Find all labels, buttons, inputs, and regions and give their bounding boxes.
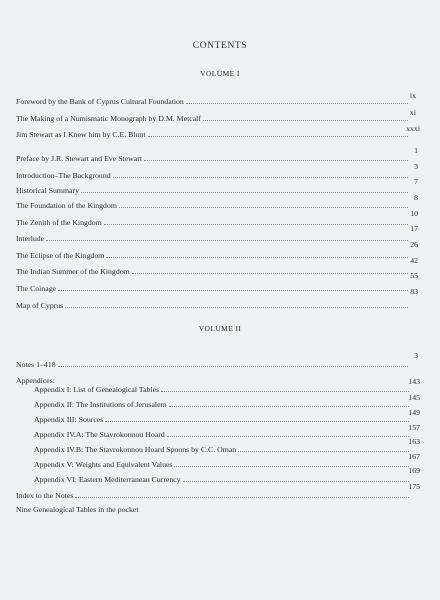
toc-entry-label: Appendix III: Sources bbox=[34, 415, 104, 424]
toc-entry bbox=[34, 474, 411, 484]
leader-dots bbox=[161, 391, 409, 392]
leader-dots bbox=[113, 177, 408, 178]
volume-1-heading: VOLUME I bbox=[200, 69, 240, 78]
toc-entry bbox=[16, 113, 410, 123]
leader-dots bbox=[167, 436, 409, 437]
toc-entry-label: Introduction–The Background bbox=[16, 171, 111, 180]
toc-page-number: 163 bbox=[408, 437, 420, 446]
toc-page-number: 10 bbox=[410, 209, 418, 218]
toc-entry-label: Appendix IV.B: The Stavrokonnou Hoard Spoons by C.C. Oman bbox=[34, 445, 237, 454]
toc-entry-label: Map of Cyprus bbox=[16, 301, 64, 310]
leader-dots bbox=[148, 136, 408, 137]
toc-entry-label: Jim Stewart as I Knew him by C.E. Blunt bbox=[16, 130, 146, 139]
toc-entry bbox=[34, 414, 411, 424]
leader-dots bbox=[75, 497, 409, 498]
page-title: CONTENTS bbox=[192, 41, 248, 51]
toc-entry bbox=[34, 384, 411, 394]
leader-dots bbox=[186, 103, 408, 104]
toc-page-number: 169 bbox=[408, 466, 420, 475]
toc-page-number: 7 bbox=[414, 177, 418, 186]
toc-page-number: xi bbox=[409, 108, 416, 117]
toc-entry bbox=[16, 96, 410, 106]
toc-entry-label: Preface by J.R. Stewart and Eve Stewart bbox=[16, 154, 143, 163]
leader-dots bbox=[81, 192, 408, 193]
toc-page-number: 1 bbox=[414, 146, 418, 155]
toc-entry bbox=[34, 399, 411, 409]
toc-page-number: ix bbox=[409, 91, 416, 100]
toc-page-number: 167 bbox=[408, 452, 420, 461]
toc-entry-label: Appendix IV.A: The Stavrokonnou Hoard bbox=[34, 430, 165, 439]
toc-page-number: 175 bbox=[408, 482, 420, 491]
toc-entry-label: The Foundation of the Kingdom bbox=[16, 201, 117, 210]
leader-dots bbox=[144, 160, 408, 161]
toc-entry-label: Appendix V: Weights and Equivalent Values bbox=[34, 460, 173, 469]
toc-entry-label: Historical Summary bbox=[16, 186, 80, 195]
toc-entry bbox=[16, 250, 410, 260]
toc-entry-label: The Eclipse of the Kingdom bbox=[16, 251, 105, 260]
leader-dots bbox=[104, 224, 408, 225]
toc-entry bbox=[16, 217, 410, 227]
toc-entry bbox=[16, 129, 410, 139]
toc-entry-label: Appendix VI: Eastern Mediterranean Currency bbox=[34, 475, 181, 484]
tables-note: Nine Genealogical Tables in the pocket bbox=[16, 505, 139, 514]
toc-entry-label: The Zenith of the Kingdom bbox=[16, 218, 102, 227]
toc-page-number: 3 bbox=[414, 351, 418, 360]
toc-page-number: 42 bbox=[410, 256, 418, 265]
toc-page-number: 8 bbox=[414, 193, 418, 202]
toc-page-number: 26 bbox=[410, 240, 418, 249]
toc-entry bbox=[34, 429, 411, 439]
toc-entry-label: Notes 1–418 bbox=[16, 360, 56, 369]
toc-entry bbox=[16, 283, 410, 293]
toc-entry bbox=[16, 300, 410, 310]
leader-dots bbox=[174, 466, 409, 467]
leader-dots bbox=[46, 240, 408, 241]
leader-dots bbox=[203, 120, 408, 121]
toc-page-number: 3 bbox=[414, 162, 418, 171]
toc-entry bbox=[16, 266, 410, 276]
toc-entry bbox=[16, 153, 410, 163]
toc-entry bbox=[34, 444, 411, 454]
toc-entry bbox=[16, 170, 410, 180]
toc-entry bbox=[16, 185, 410, 195]
leader-dots bbox=[65, 307, 408, 308]
toc-page-number: xxxi bbox=[406, 124, 420, 133]
toc-page-number: 157 bbox=[408, 423, 420, 432]
toc-entry-label: The Coinage bbox=[16, 284, 57, 293]
leader-dots bbox=[169, 406, 409, 407]
leader-dots bbox=[106, 257, 408, 258]
toc-page-number: 145 bbox=[408, 393, 420, 402]
toc-page-number: 149 bbox=[408, 408, 420, 417]
toc-entry bbox=[16, 490, 411, 500]
toc-entry-label: Appendix II: The Institutions of Jerusalem bbox=[34, 400, 167, 409]
leader-dots bbox=[132, 273, 408, 274]
leader-dots bbox=[238, 451, 409, 452]
toc-page-number: 17 bbox=[410, 224, 418, 233]
toc-entry-label: Index to the Notes bbox=[16, 491, 74, 500]
volume-2-heading: VOLUME II bbox=[198, 324, 242, 333]
leader-dots bbox=[119, 207, 408, 208]
leader-dots bbox=[58, 290, 408, 291]
toc-entry-label: Foreword by the Bank of Cyprus Cultural Foundation bbox=[16, 97, 184, 106]
appendices-label: Appendices: bbox=[16, 376, 55, 385]
leader-dots bbox=[58, 366, 408, 367]
toc-entry-label: Interlude bbox=[16, 234, 45, 243]
toc-page-number: 143 bbox=[408, 377, 420, 386]
toc-entry bbox=[16, 359, 410, 369]
toc-entry-label: Appendix I: List of Genealogical Tables bbox=[34, 385, 160, 394]
toc-entry-label: The Indian Summer of the Kingdom bbox=[16, 267, 130, 276]
leader-dots bbox=[105, 421, 409, 422]
toc-entry-label: The Making of a Numismatic Monograph by D.M. Metcalf bbox=[16, 114, 201, 123]
leader-dots bbox=[183, 481, 409, 482]
toc-page-number: 55 bbox=[410, 271, 418, 280]
toc-entry bbox=[16, 200, 410, 210]
toc-entry bbox=[16, 233, 410, 243]
toc-page-number: 83 bbox=[410, 287, 418, 296]
toc-entry bbox=[34, 459, 411, 469]
